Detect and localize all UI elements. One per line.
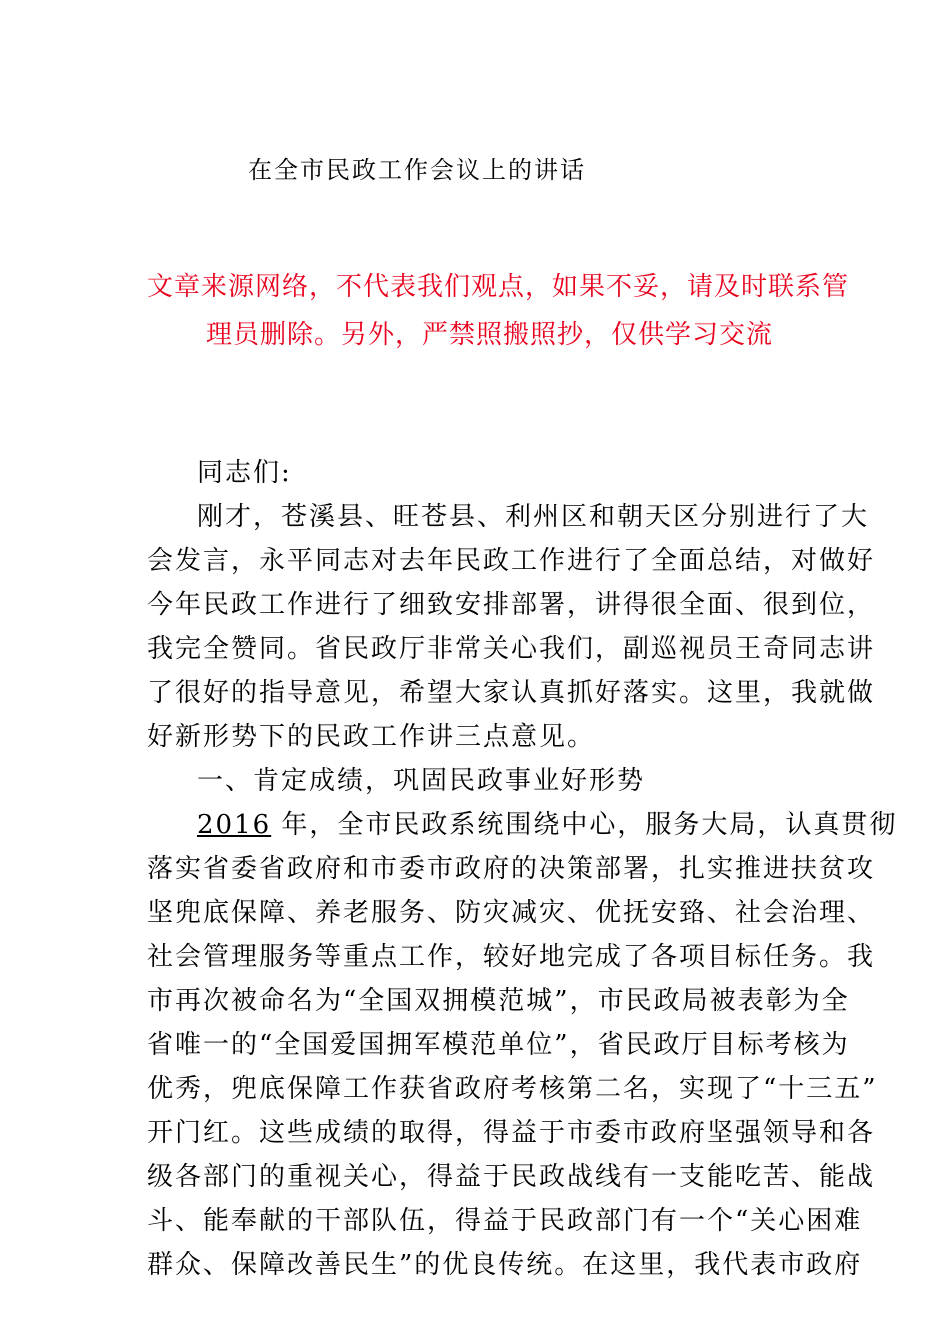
section-heading: 一、肯定成绩，巩固民政事业好形势 bbox=[197, 766, 646, 796]
disclaimer-line-1: 文章来源网络，不代表我们观点，如果不妥，请及时联系管 bbox=[147, 272, 850, 302]
paragraph-line-rest: 年，全市民政系统围绕中心，服务大局，认真贯彻 bbox=[271, 810, 898, 840]
paragraph-line: 斗、能奉献的干部队伍，得益于民政部门有一个“关心困难 bbox=[147, 1206, 863, 1236]
paragraph-line: 了很好的指导意见，希望大家认真抓好落实。这里，我就做 bbox=[147, 678, 876, 708]
paragraph-line: 市再次被命名为“全国双拥模范城”，市民政局被表彰为全 bbox=[147, 986, 850, 1016]
paragraph-line: 优秀，兜底保障工作获省政府考核第二名，实现了“十三五” bbox=[147, 1074, 878, 1104]
paragraph-line: 落实省委省政府和市委市政府的决策部署，扎实推进扶贫攻 bbox=[147, 854, 876, 884]
paragraph-line: 开门红。这些成绩的取得，得益于市委市政府坚强领导和各 bbox=[147, 1118, 876, 1148]
disclaimer-line-2: 理员删除。另外，严禁照搬照抄，仅供学习交流 bbox=[206, 320, 774, 350]
document-title: 在全市民政工作会议上的讲话 bbox=[248, 156, 586, 184]
paragraph-line bbox=[197, 804, 897, 841]
paragraph-line: 社会管理服务等重点工作，较好地完成了各项目标任务。我 bbox=[147, 942, 876, 972]
paragraph-line: 坚兜底保障、养老服务、防灾减灾、优抚安臵、社会治理、 bbox=[147, 898, 876, 928]
paragraph-line: 级各部门的重视关心，得益于民政战线有一支能吃苦、能战 bbox=[147, 1162, 876, 1192]
paragraph-line: 省唯一的“全国爱国拥军模范单位”，省民政厅目标考核为 bbox=[147, 1030, 850, 1060]
paragraph-line: 我完全赞同。省民政厅非常关心我们，副巡视员王奇同志讲 bbox=[147, 634, 876, 664]
salutation: 同志们: bbox=[197, 458, 292, 488]
paragraph-line: 会发言，永平同志对去年民政工作进行了全面总结，对做好 bbox=[147, 546, 876, 576]
year-text: 2016 bbox=[197, 810, 272, 840]
paragraph-line: 群众、保障改善民生”的优良传统。在这里，我代表市政府 bbox=[147, 1250, 863, 1280]
paragraph-line: 好新形势下的民政工作讲三点意见。 bbox=[147, 722, 596, 752]
paragraph-line: 刚才，苍溪县、旺苍县、利州区和朝天区分别进行了大 bbox=[197, 502, 870, 532]
paragraph-line: 今年民政工作进行了细致安排部署，讲得很全面、很到位， bbox=[147, 590, 876, 620]
